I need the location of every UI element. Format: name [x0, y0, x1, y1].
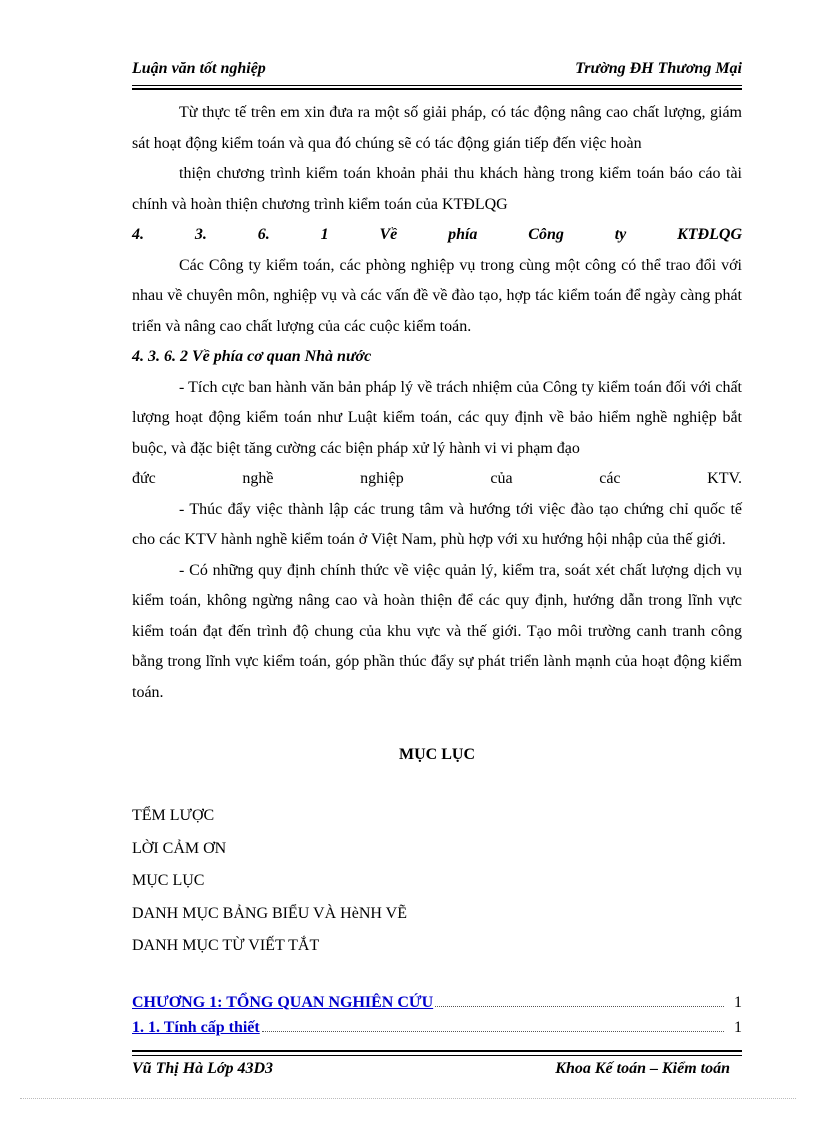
paragraph-intro-continued: thiện chương trình kiểm toán khoản phải thu khách hàng trong kiểm toán báo cáo tài chính và hoàn thiện chương trình kiểm toán của KTĐLQG — [132, 165, 742, 213]
toc-item-abbreviations: DANH MỤC TỪ VIẾT TẮT — [132, 937, 320, 954]
paragraph-training: - Thúc đẩy việc thành lập các trung tâm và hướng tới việc đào tạo chứng chỉ quốc tế cho các KTV hành nghề kiểm toán ở Việt Nam, phù hợp với xu hướng hội nhập của thế giới. — [132, 500, 742, 548]
page-header — [132, 60, 742, 78]
document-body — [132, 98, 742, 708]
header-rule — [132, 85, 742, 86]
header-thesis-title: Luận văn tốt nghiệp — [132, 60, 266, 77]
page-footer — [132, 1060, 730, 1078]
paragraph-company: Các Công ty kiểm toán, các phòng nghiệp vụ trong cùng một công có thể trao đổi với nhau về chuyên môn, nghiệp vụ và các vấn đề về đào tạo, hợp tác kiểm toán để ngày càng phát triển và nâng cao chất lượng của các cuộc kiểm toán. — [132, 256, 742, 335]
toc-item-contents: MỤC LỤC — [132, 872, 205, 889]
header-rule-double — [132, 88, 742, 90]
toc-page-number: 1 — [734, 1019, 742, 1036]
toc-entry-section-1-1[interactable] — [132, 1015, 742, 1037]
toc-link-section-1-1[interactable]: 1. 1. Tính cấp thiết — [132, 1019, 260, 1036]
footer-rule — [132, 1050, 742, 1052]
paragraph-intro: Từ thực tế trên em xin đưa ra một số giải pháp, có tác động nâng cao chất lượng, giám sát hoạt động kiểm toán và qua đó chúng sẽ có tác động gián tiếp đến việc hoàn — [132, 104, 742, 152]
footer-rule-thin — [132, 1055, 742, 1056]
toc-item-acknowledgement: LỜI CẢM ƠN — [132, 839, 227, 857]
toc-dot-leader — [435, 1006, 724, 1007]
toc-page-number: 1 — [734, 994, 742, 1011]
section-heading-company: 4. 3. 6. 1 Về phía Công ty KTĐLQG — [132, 226, 742, 243]
paragraph-legal: - Tích cực ban hành văn bản pháp lý về trách nhiệm của Công ty kiểm toán đối với chất lượng hoạt động kiểm toán như Luật kiểm toán, các quy định về bảo hiểm nghề nghiệp bắt buộc, và đặc biệt tăng cường các biện pháp xử lý hành vi vi phạm đạo — [132, 378, 742, 457]
toc-link-chapter-1[interactable]: CHƯƠNG 1: TỔNG QUAN NGHIÊN CỨU — [132, 994, 434, 1011]
toc-entry-chapter-1[interactable] — [132, 990, 742, 1012]
paragraph-regulation: - Có những quy định chính thức về việc quản lý, kiểm tra, soát xét chất lượng dịch vụ kiểm toán, không ngừng nâng cao và hoàn thiện để các quy định, hướng dẫn trong lĩnh vực kiểm toán đạt đến trình độ chung của khu vực và thế giới. Tạo môi trường canh tranh công bằng trong lĩnh vực kiểm toán, góp phần thúc đẩy sự phát triển lành mạnh của hoạt động kiểm toán. — [132, 561, 742, 701]
footer-department: Khoa Kế toán – Kiểm toán — [555, 1060, 730, 1077]
header-university: Trường ĐH Thương Mại — [575, 60, 742, 77]
toc-title: MỤC LỤC — [399, 746, 475, 763]
page-break-line — [20, 1098, 796, 1099]
toc-item-tables-figures: DANH MỤC BẢNG BIỂU VÀ HèNH VẼ — [132, 904, 407, 922]
toc-item-summary: TỂM LƯỢC — [132, 807, 215, 824]
paragraph-legal-end: đức nghề nghiệp của các KTV. — [132, 470, 742, 487]
toc-plain-list — [132, 800, 742, 963]
footer-author: Vũ Thị Hà Lớp 43D3 — [132, 1060, 274, 1077]
toc-dot-leader — [262, 1031, 724, 1032]
section-heading-state: 4. 3. 6. 2 Về phía cơ quan Nhà nước — [132, 348, 372, 365]
